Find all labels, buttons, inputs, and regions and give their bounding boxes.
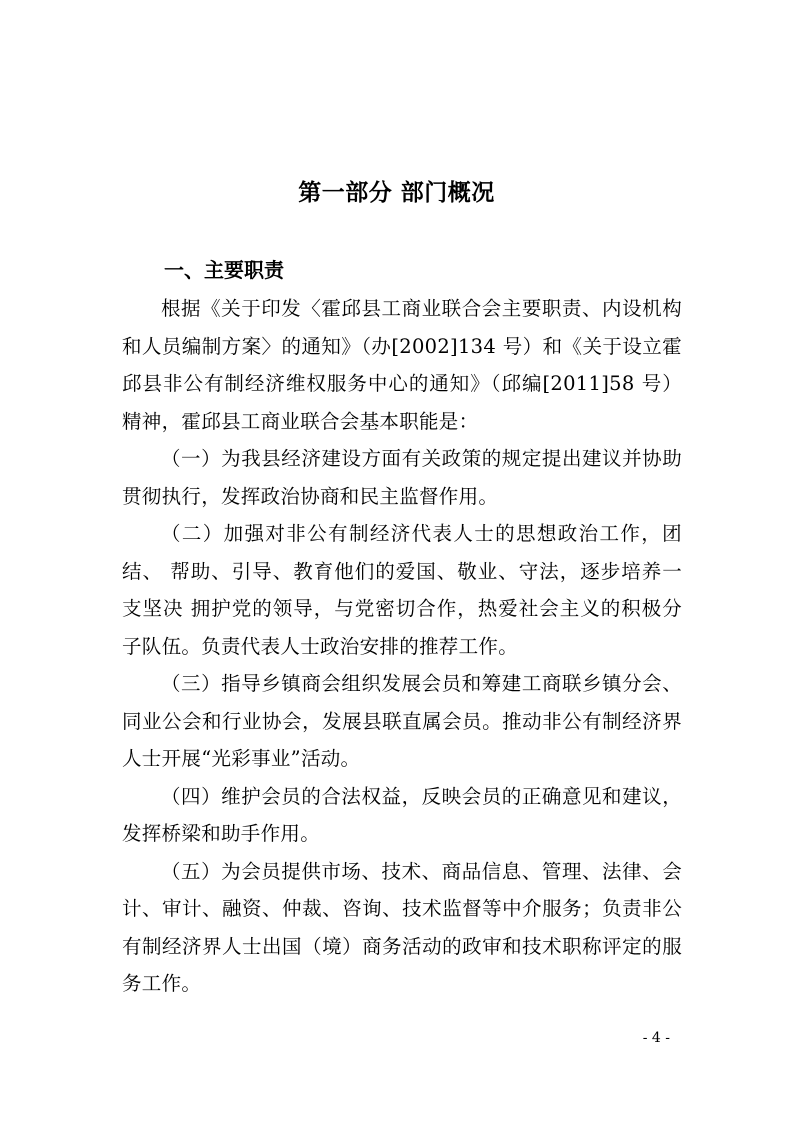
- page-number: - 4 -: [642, 1030, 670, 1046]
- paragraph-intro: 根据《关于印发〈霍邱县工商业联合会主要职责、内设机构和人员编制方案〉的通知》（办[2002]134 号）和《关于设立霍 邱县非公有制经济维权服务中心的通知》（邱编[2011]58 号）精神，霍邱县工商业联合会基本职能是：: [122, 297, 682, 433]
- paragraph-duty-3: （三）指导乡镇商会组织发展会员和筹建工商联乡镇分会、 同业公会和行业协会，发展县联直属会员。推动非公有制经济界人士开展“光彩事业”活动。: [122, 672, 682, 770]
- paragraph-duty-2: （二）加强对非公有制经济代表人士的思想政治工作，团结、 帮助、引导、教育他们的爱国、敬业、守法，逐步培养一支坚决 拥护党的领导，与党密切合作，热爱社会主义的积极分子队伍。负责代表人士政治安排的推荐工作。: [122, 522, 682, 658]
- paragraph-duty-1: （一）为我县经济建设方面有关政策的规定提出建议并协助贯彻执行，发挥政治协商和民主监督作用。: [122, 447, 682, 508]
- paragraph-duty-5: （五）为会员提供市场、技术、商品信息、管理、法律、会 计、审计、融资、仲裁、咨询、技术监督等中介服务；负责非公有制经济界人士出国（境）商务活动的政审和技术职称评定的服务工作。: [122, 859, 682, 995]
- paragraph-duty-4: （四）维护会员的合法权益，反映会员的正确意见和建议，发挥桥梁和助手作用。: [122, 784, 682, 845]
- body-text: [122, 290, 682, 1003]
- section-heading: 一、主要职责: [164, 258, 284, 282]
- page-title: 第一部分 部门概况: [298, 180, 495, 206]
